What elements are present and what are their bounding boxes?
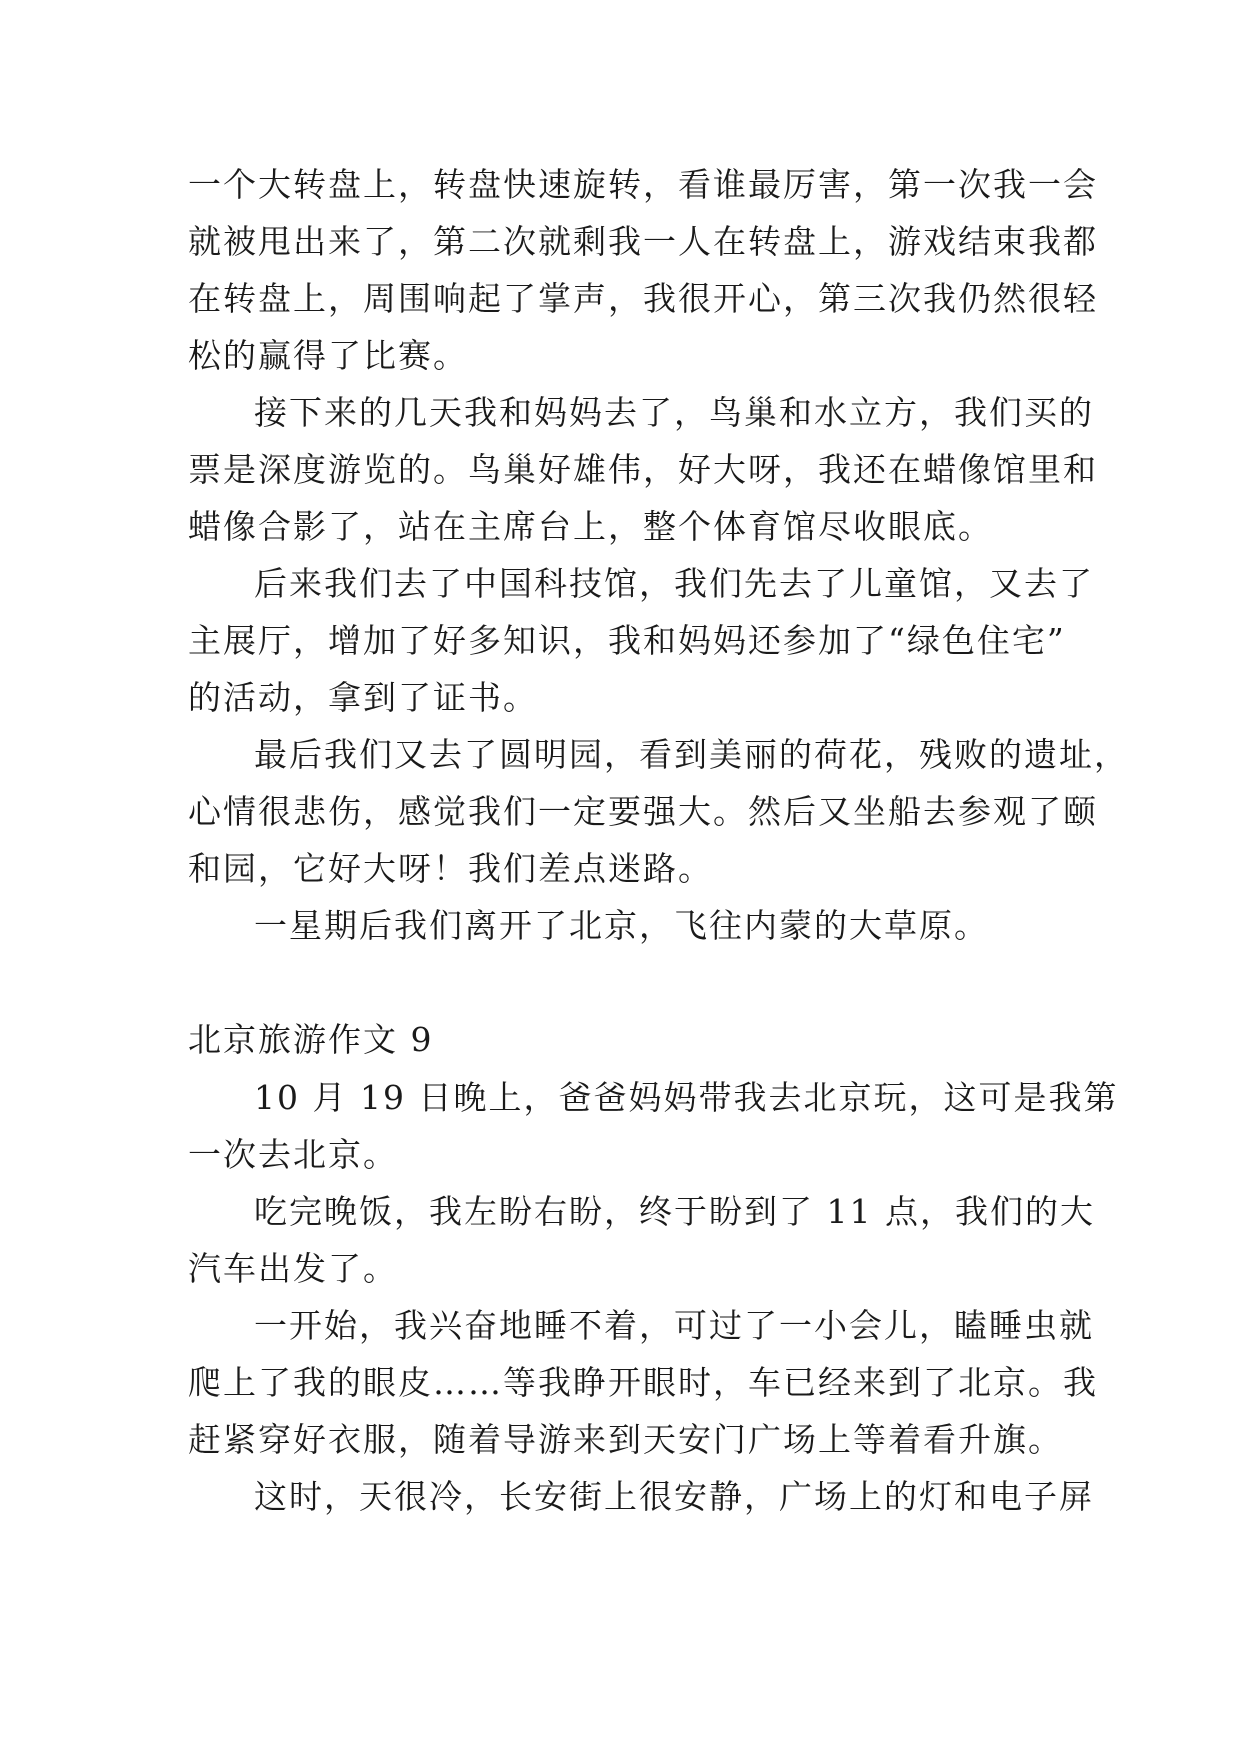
paragraph-line: 10 月 19 日晚上，爸爸妈妈带我去北京玩，这可是我第: [254, 1078, 1119, 1117]
paragraph-line: 接下来的几天我和妈妈去了，鸟巢和水立方，我们买的: [254, 393, 1094, 432]
paragraph-line: 吃完晚饭，我左盼右盼，终于盼到了 11 点，我们的大: [254, 1192, 1095, 1231]
paragraph-line: 一开始，我兴奋地睡不着，可过了一小会儿，瞌睡虫就: [254, 1306, 1094, 1345]
paragraph-line: 一个大转盘上，转盘快速旋转，看谁最厉害，第一次我一会: [188, 165, 1098, 204]
paragraph-line: 主展厅，增加了好多知识，我和妈妈还参加了“绿色住宅”: [188, 621, 1066, 660]
paragraph-line: 的活动，拿到了证书。: [188, 678, 538, 717]
section-heading: 北京旅游作文 9: [188, 1020, 434, 1059]
paragraph-line: 一星期后我们离开了北京，飞往内蒙的大草原。: [254, 906, 989, 945]
paragraph-line: 汽车出发了。: [188, 1249, 398, 1288]
paragraph-line: 爬上了我的眼皮……等我睁开眼时，车已经来到了北京。我: [188, 1363, 1098, 1402]
paragraph-line: 蜡像合影了，站在主席台上，整个体育馆尽收眼底。: [188, 507, 993, 546]
paragraph-line: 和园，它好大呀！我们差点迷路。: [188, 849, 713, 888]
paragraph-line: 一次去北京。: [188, 1135, 398, 1174]
paragraph-line: 这时，天很冷，长安街上很安静，广场上的灯和电子屏: [254, 1477, 1094, 1516]
paragraph-line: 最后我们又去了圆明园，看到美丽的荷花，残败的遗址，: [254, 735, 1129, 774]
paragraph-line: 心情很悲伤，感觉我们一定要强大。然后又坐船去参观了颐: [188, 792, 1098, 831]
paragraph-line: 票是深度游览的。鸟巢好雄伟，好大呀，我还在蜡像馆里和: [188, 450, 1098, 489]
paragraph-line: 在转盘上，周围响起了掌声，我很开心，第三次我仍然很轻: [188, 279, 1098, 318]
paragraph-line: 就被甩出来了，第二次就剩我一人在转盘上，游戏结束我都: [188, 222, 1098, 261]
paragraph-line: 松的赢得了比赛。: [188, 336, 468, 375]
paragraph-line: 赶紧穿好衣服，随着导游来到天安门广场上等着看升旗。: [188, 1420, 1063, 1459]
paragraph-line: 后来我们去了中国科技馆，我们先去了儿童馆，又去了: [254, 564, 1094, 603]
